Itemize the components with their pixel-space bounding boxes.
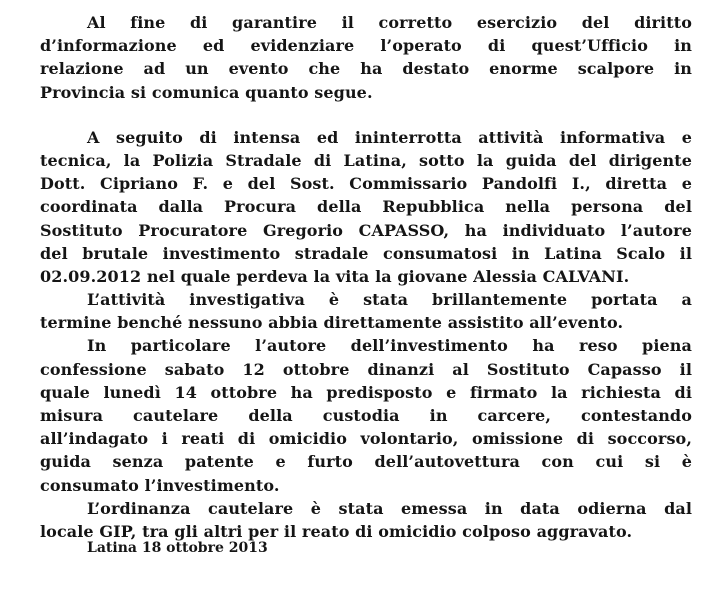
text-line: misura cautelare della custodia in carcere, contestando: [40, 406, 692, 425]
paragraph-investigation: [40, 126, 692, 288]
text-line: locale GIP, tra gli altri per il reato di omicidio colposo aggravato.: [40, 521, 633, 541]
text-line: Dott. Cipriano F. e del Sost. Commissario Pandolfi I., diretta e: [40, 174, 692, 194]
text-line: Al fine di garantire il corretto esercizio del diritto: [87, 13, 692, 32]
text-line: Sostituto Procuratore Gregorio CAPASSO, ha individuato l’autore: [40, 220, 692, 240]
text-line: 02.09.2012 nel quale perdeva la vita la giovane Alessia CALVANI.: [40, 266, 630, 286]
text-line: del brutale investimento stradale consumatosi in Latina Scalo il: [40, 243, 692, 263]
document-date: Latina 18 ottobre 2013: [87, 540, 268, 556]
text-line: guida senza patente e furto dell’autovettura con cui si è: [40, 452, 692, 472]
text-line: tecnica, la Polizia Stradale di Latina, sotto la guida del dirigente: [40, 150, 692, 170]
press-release-body: [40, 11, 692, 543]
text-line: confessione sabato 12 ottobre dinanzi al Sostituto Capasso il: [40, 359, 692, 379]
text-line: all’indagato i reati di omicidio volontario, omissione di soccorso,: [40, 429, 692, 449]
paragraph-activity: [40, 288, 692, 334]
text-line: coordinata dalla Procura della Repubblica nella persona del: [40, 197, 692, 217]
text-line: relazione ad un evento che ha destato enorme scalpore in: [40, 59, 692, 79]
paragraph-ordinance: [40, 497, 692, 543]
text-line: L’attività investigativa è stata brillantemente portata a: [87, 290, 692, 310]
text-line: termine benché nessuno abbia direttamente assistito all’evento.: [40, 313, 624, 333]
text-line: L’ordinanza cautelare è stata emessa in data odierna dal: [87, 498, 692, 518]
paragraph-intro: [40, 11, 692, 104]
text-line: consumato l’investimento.: [40, 475, 280, 495]
paragraph-spacer: [40, 104, 692, 126]
text-line: d’informazione ed evidenziare l’operato di quest’Ufficio in: [40, 36, 692, 56]
paragraph-confession: [40, 334, 692, 496]
text-line: A seguito di intensa ed ininterrotta attività informativa e: [87, 127, 692, 147]
text-line: quale lunedì 14 ottobre ha predisposto e firmato la richiesta di: [40, 382, 692, 402]
text-line: In particolare l’autore dell’investimento ha reso piena: [87, 336, 692, 356]
text-line: Provincia si comunica quanto segue.: [40, 82, 373, 102]
